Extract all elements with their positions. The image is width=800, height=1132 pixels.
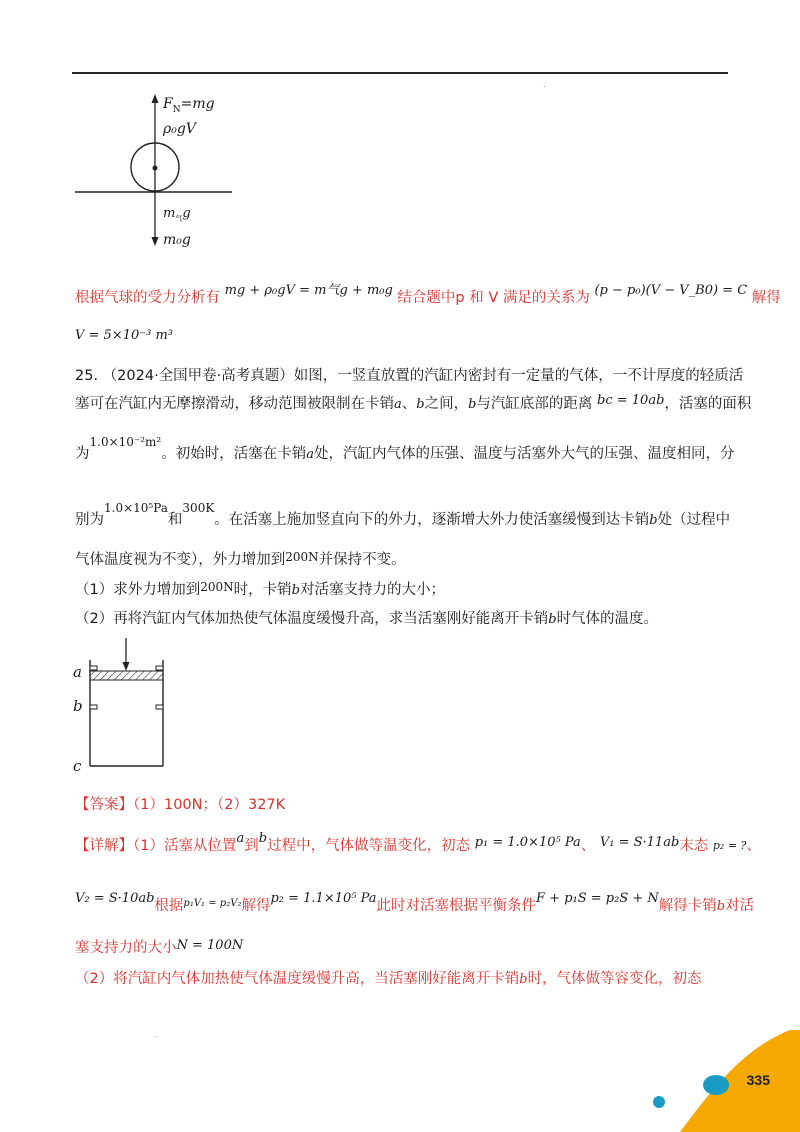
initial-pressure: 1.0×10⁵Pa — [104, 501, 168, 515]
problem-line-3: 为$^{1.0\times 10^{-2}m^2}$。初始时，活塞在卡销a处，汽缸内气体的压强、温度与活塞外大气的压强、温度相同，分 — [75, 435, 735, 462]
question-1: （1）求外力增加到$^{200N}$时，卡销b对活塞支持力的大小； — [75, 580, 445, 598]
analysis-line: 根据气球的受力分析有 mg + ρ₀gV = m气g + m₀g 结合题中p 和 V 满足的关系为 (p − p₀)(V − V_B0) = C 解得 — [75, 283, 781, 306]
answer-line — [75, 793, 285, 814]
stray-dot: . — [543, 80, 546, 89]
stray-dot-2: . — [155, 1030, 158, 1039]
detail-line-2: V₂ = S·10ab根据$^{p_1V_1 = p_2V_2}$解得p₂ = 1.1×10⁵ Pa此时对活塞根据平衡条件F + p₁S = p₂S + N解得卡销b对活 — [75, 891, 755, 914]
problem-number: 25. — [75, 368, 99, 384]
label-b: b — [73, 697, 83, 715]
page-corner-decoration — [640, 1030, 800, 1132]
detail-line-3: 塞支持力的大小N = 100N — [75, 938, 244, 956]
gas-weight-label: $m_气g$ — [163, 206, 191, 223]
detail-line-4: （2）将汽缸内气体加热使气体温度缓慢升高，当活塞刚好能离开卡销b时，气体做等容变化，初态 — [75, 971, 702, 987]
question-2: （2）再将汽缸内气体加热使气体温度缓慢升高，求当活塞刚好能离开卡销b时气体的温度。 — [75, 611, 659, 627]
problem-line-5: 气体温度视为不变），外力增加到$^{200N}$并保持不变。 — [75, 550, 406, 568]
equation-force-balance: mg + ρ₀gV = m气g + m₀g — [224, 283, 393, 298]
detail-line-1: 【详解】（1）活塞从位置a到b过程中，气体做等温变化，初态 p₁ = 1.0×10⁵ Pa、 V₁ = S·11ab末态 p₂ = ?、 — [75, 831, 761, 854]
equation-bc-ab: bc = 10ab — [597, 393, 665, 408]
force-diagram — [70, 92, 240, 252]
piston-area: 1.0×10⁻²m² — [89, 435, 162, 449]
problem-source: （2024·全国甲卷·高考真题） — [102, 368, 294, 384]
problem-line-2: 塞可在汽缸内无摩擦滑动，移动范围被限制在卡销a、b之间，b与汽缸底部的距离 bc = 10ab，活塞的面积 — [75, 393, 752, 412]
problem-line-4: 别为$^{1.0\times 10^5Pa}$和$^{300K}$。在活塞上施加竖直向下的外力，逐渐增大外力使活塞缓慢到达卡销b处（过程中 — [75, 501, 731, 528]
equation-pv-relation: (p − p₀)(V − V_B0) = C — [594, 283, 748, 298]
fn-label: $F_N=mg$ — [163, 96, 215, 115]
detail-tag: 【详解】 — [75, 838, 133, 854]
cylinder-diagram — [85, 638, 175, 773]
initial-temperature: 300K — [182, 501, 215, 515]
header-rule — [72, 72, 728, 74]
answer-text: （1）100N；（2）327K — [133, 797, 286, 813]
label-a: a — [73, 663, 82, 681]
page-number: 335 — [746, 1072, 770, 1088]
answer-tag: 【答案】 — [75, 797, 133, 813]
label-c: c — [73, 757, 82, 775]
problem-line-1: 25. （2024·全国甲卷·高考真题）如图，一竖直放置的汽缸内密封有一定量的气体，一不计厚度的轻质活 — [75, 368, 744, 384]
balloon-weight-label: m₀g — [163, 232, 191, 248]
buoyancy-label: ρ₀gV — [163, 121, 196, 137]
volume-result: V = 5×10⁻³ m³ — [75, 328, 173, 343]
